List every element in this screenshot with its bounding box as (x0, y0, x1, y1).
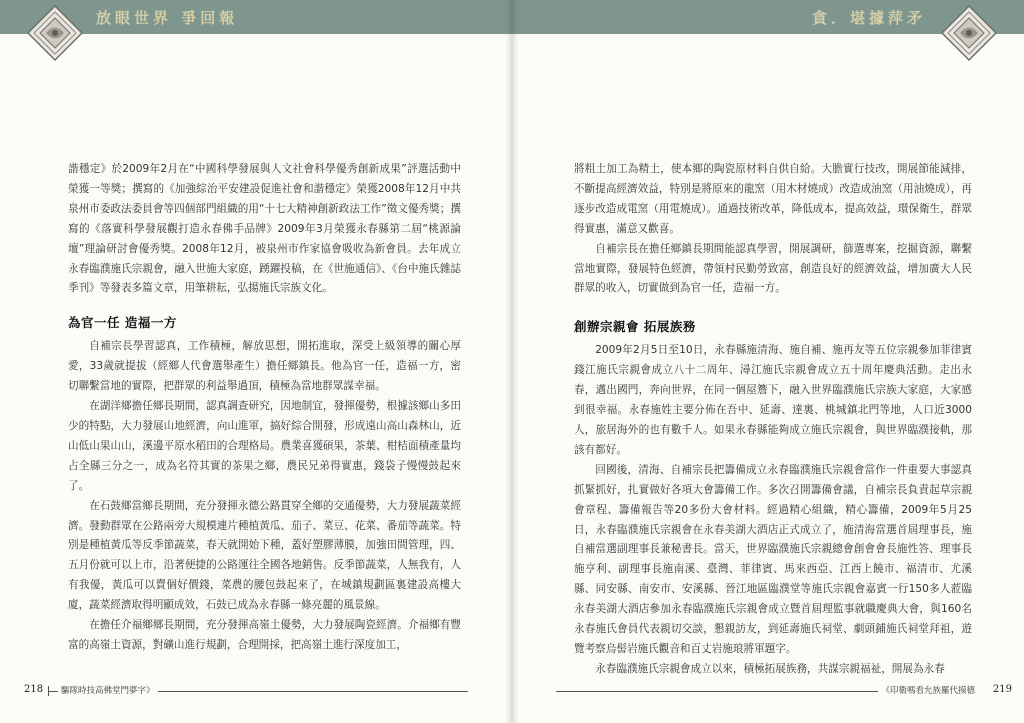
paragraph: 永春臨濮施氏宗親會成立以來，積極拓展族務，共謀宗親福祉，開展為永春 (595, 662, 945, 675)
left-footer (24, 680, 494, 700)
page-number: 219 (992, 684, 1012, 695)
left-header-title: 放眼世界 爭回報 (96, 9, 239, 27)
paragraph: 2009年2月5日至10日，永春縣施清海、施自補、施再友等五位宗親參加菲律賓錢江施氏宗親會成立八十二周年、潯江施氏宗親會成立五十周年慶典活動。走出永春，邁出國門，奔向世界，在同一個屋簷下，融入世界臨濮施氏宗族大家庭，大家感到很幸福。永春施姓主要分佈在吾中、延壽、達裏、桃城鎮北門等地，人口近3000人，旅居海外的也有數千人。如果永春縣能夠成立施氏宗親會，與世界臨濮接軌，那該有都好。 (574, 344, 972, 456)
paragraph: 在擔任介福鄉鄉長期間，充分發揮高嶺土優勢，大力發展陶瓷經濟。介福鄉有豐富的高嶺土資源，對礦山進行規劃，合理開採，把高嶺土進行深度加工， (68, 619, 461, 651)
book-gutter (505, 0, 519, 723)
footer-title: 《印衛嗎看允族羅代摸德 (878, 684, 978, 696)
diamond-emblem-icon (940, 4, 998, 62)
left-body-text (68, 160, 461, 656)
section-heading: 創辦宗親會 拓展族務 (574, 319, 696, 335)
paragraph: 自補宗長在擔任鄉鎮長期間能認真學習，開展調研，篩選專案，挖掘資源，聯繫當地實際，發展特色經濟，帶領村民勤勞致富，創造良好的經濟效益，增加廣大人民群眾的收入，切實做到為官一任，造福一方。 (574, 242, 972, 295)
paragraph: 自補宗長學習認真，工作積極，解放思想，開拓進取，深受上級領導的關心厚愛，33歲就提拔（經鄉人代會選舉產生）擔任鄉鎮長。他為官一任，造福一方，密切聯繫當地的實際，把群眾的利益舉過頂，積極為當地群眾謀幸福。 (68, 340, 461, 393)
right-footer (542, 680, 1012, 700)
paragraph: 諧穩定》於2009年2月在“中國科學發展與人文社會科學優秀創新成果”評選活動中榮獲一等獎；撰寫的《加強綜治平安建設促進社會和諧穩定》榮獲2008年12月中共泉州市委政法委員會等四個部門組織的用“十七大精神創新政法工作”徵文優秀獎；撰寫的《落實科學發展觀打造永春佛手品牌》2009年3月榮獲永春縣第二屆“桃源論壇”理論研討會優秀獎。2008年12月，被泉州市作家協會吸收為新會員。去年成立永春臨濮施氏宗親會，融入世施大家庭，踴躍投稿，在《世施通信》、《台中施氏雜誌季刊》等發表多篇文章，用筆耕耘，弘揚施氏宗族文化。 (68, 163, 461, 295)
diamond-emblem-icon (26, 4, 84, 62)
footer-rule-cap (48, 686, 49, 696)
paragraph: 在石鼓鄉當鄉長期間，充分發揮永德公路貫穿全鄉的交通優勢，大力發展蔬菜經濟。發動群眾在公路兩旁大規模連片種植黃瓜、茄子、菜豆、花菜、番茄等蔬菜。特別是種植黃瓜等反季節蔬菜，春天就開始下種，蓋好塑膠薄膜，加強田間管理，四、五月份就可以上市，沿著便捷的公路運往全國各地銷售。反季節蔬菜，人無我有，人有我優，黃瓜可以賣個好價錢，菜農的腰包鼓起來了，在城鎮規劃區裏建設高樓大廈，蔬菜經濟取得明顯成效，石鼓已成為永春縣一條亮麗的風景線。 (68, 499, 461, 612)
footer-title: 驅隊時技高佛堂門夢字》 (58, 684, 158, 696)
paragraph: 將粗土加工為精土，使本鄉的陶瓷原材料自供自給。大膽實行技改，開展節能減排，不斷提高經濟效益，特別是將原來的龍窯（用木材燒成）改造成油窯（用油燒成），再逐步改造成電窯（用電燒成）。通過技術改革，降低成本，提高效益，環保衛生，群眾得實惠，滿意又歡喜。 (574, 163, 972, 235)
paragraph: 回國後，清海、自補宗長把籌備成立永春臨濮施氏宗親會當作一件重要大事認真抓緊抓好，扎實做好各項大會籌備工作。多次召開籌備會議，自補宗長負責起草宗親會章程、籌備報告等20多份大會材料。經過精心組織，精心籌備，2009年5月25日，永春臨濮施氏宗親會在永春美湖大酒店正式成立了，施清海當選首屆理事長，施自補當選副理事長兼秘書長。當天，世界臨濮施氏宗親總會創會會長施性答、理事長施亨利、副理事長施南溪、臺灣、菲律賓、馬來西亞、江西上饒市、福清市、尤溪縣、同安縣、南安市、安溪縣、晉江地區臨濮堂等施氏宗親會嘉賓一行150多人蒞臨永春美湖大酒店參加永春臨濮施氏宗親會成立暨首屆理監事就職慶典大會，與160名永春施氏會員代表親切交談，懇親訪友，到延壽施氏祠堂、劇頭鋪施氏祠堂拜祖，遊覽考察烏髻岩施氏觀音和百丈岩施琅將軍題字。 (574, 463, 972, 655)
right-header-title: 貪．堪據萍矛 (811, 9, 926, 27)
right-body-text (574, 160, 972, 680)
right-page (512, 0, 1024, 723)
section-heading: 為官一任 造福一方 (68, 315, 177, 331)
page-number: 218 (24, 684, 44, 695)
paragraph: 在湖洋鄉擔任鄉長期間，認真調查研究，因地制宜，發揮優勢，根據該鄉山多田少的特點，大力發展山地經濟，向山進軍，搞好綜合開發，形成遠山高山森林山，近山低山果山山，溪邊平原水稻田的合理格局。農業喜獲碩果，茶葉、柑桔面積產量均占全縣三分之一，成為名符其實的茶果之鄉，農民兄弟得實惠，錢袋子慢慢鼓起來了。 (68, 400, 461, 492)
